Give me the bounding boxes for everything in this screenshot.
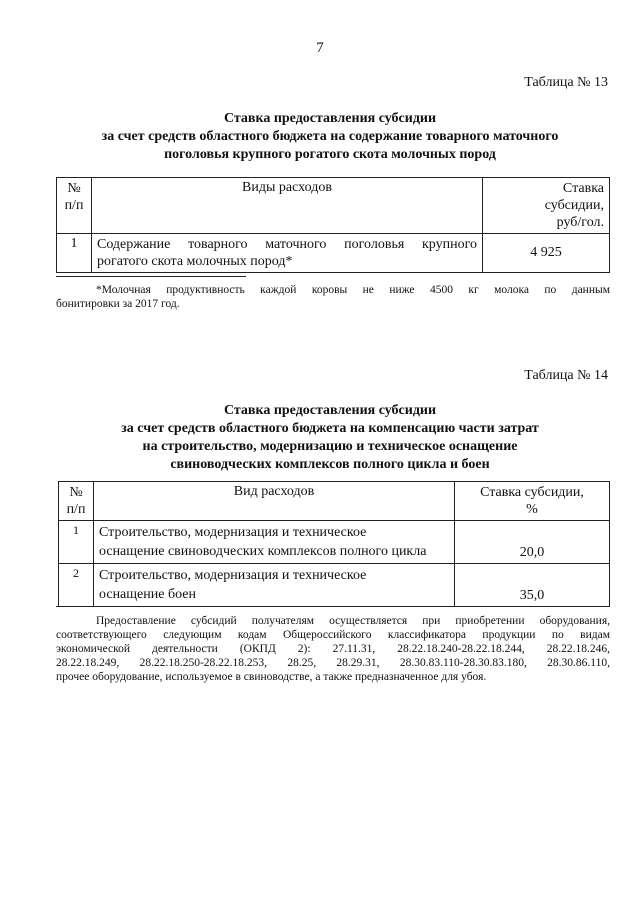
cell-expense: Строительство, модернизация и техническое оснащение боен [94, 564, 455, 607]
cell-rate: 4 925 [483, 234, 610, 273]
cell-expense [92, 234, 483, 273]
cell-num: 1 [57, 234, 92, 273]
table-row [57, 234, 610, 273]
table-13-footnote [56, 283, 610, 311]
table-14-title-line: Ставка предоставления субсидии [223, 403, 437, 418]
cell-num: 1 [59, 521, 94, 564]
footnote-line: экономической деятельности (ОКПД 2): 27.11.31, 28.22.18.240-28.22.18.244, 28.22.18.246, [56, 643, 610, 655]
table-row [59, 521, 610, 564]
cell-expense-line: рогатого скота молочных пород* [97, 254, 293, 269]
footnote-line: *Молочная продуктивность каждой коровы не ниже 4500 кг молока по данным [96, 284, 610, 296]
column-header-num: № п/п [57, 178, 92, 234]
cell-num: 2 [59, 564, 94, 607]
footnote-line: 28.22.18.249, 28.22.18.250-28.22.18.253, 28.25, 28.29.31, 28.30.83.110-28.30.83.180, 28.30.86.110, [56, 657, 610, 669]
page-number: 7 [316, 40, 324, 56]
table-13-title-line: поголовья крупного рогатого скота молочных пород [164, 147, 496, 162]
table-13-label: Таблица № 13 [524, 75, 608, 90]
cell-expense: Строительство, модернизация и техническое оснащение свиноводческих комплексов полного цикла [94, 521, 455, 564]
table-row [59, 564, 610, 607]
column-header-expense: Вид расходов [94, 482, 455, 521]
cell-expense-line: Содержание товарного маточного поголовья крупного [97, 237, 477, 252]
column-header-num: № п/п [59, 482, 94, 521]
footnote-rule [56, 276, 246, 277]
footnote-line: Предоставление субсидий получателям осуществляется при приобретении оборудования, [96, 615, 610, 627]
table-14-title-line: свиноводческих комплексов полного цикла и боен [170, 457, 490, 472]
table-14 [58, 481, 610, 607]
table-14-label: Таблица № 14 [524, 368, 608, 383]
footnote-line: прочее оборудование, используемое в свиноводстве, а также предназначенное для убоя. [56, 671, 487, 683]
table-14-title [40, 402, 620, 474]
cell-rate: 35,0 [455, 564, 610, 607]
table-header-row [57, 178, 610, 234]
footnote-rule [56, 606, 246, 607]
table-14-title-line: на строительство, модернизацию и техническое оснащение [142, 439, 518, 454]
footnote-line: бонитировки за 2017 год. [56, 298, 180, 310]
table-13-title [40, 110, 620, 164]
table-13 [56, 177, 610, 273]
cell-rate: 20,0 [455, 521, 610, 564]
footnote-line: соответствующего следующим кодам Общероссийского классификатора продукции по видам [56, 629, 610, 641]
table-header-row [59, 482, 610, 521]
table-14-footnote [56, 614, 610, 684]
table-13-title-line: за счет средств областного бюджета на содержание товарного маточного [101, 129, 559, 144]
column-header-rate: Ставка субсидии, % [455, 482, 610, 521]
table-13-title-line: Ставка предоставления субсидии [223, 111, 437, 126]
column-header-expense: Виды расходов [92, 178, 483, 234]
table-14-title-line: за счет средств областного бюджета на компенсацию части затрат [121, 421, 539, 436]
column-header-rate: Ставка субсидии, руб/гол. [483, 178, 610, 234]
